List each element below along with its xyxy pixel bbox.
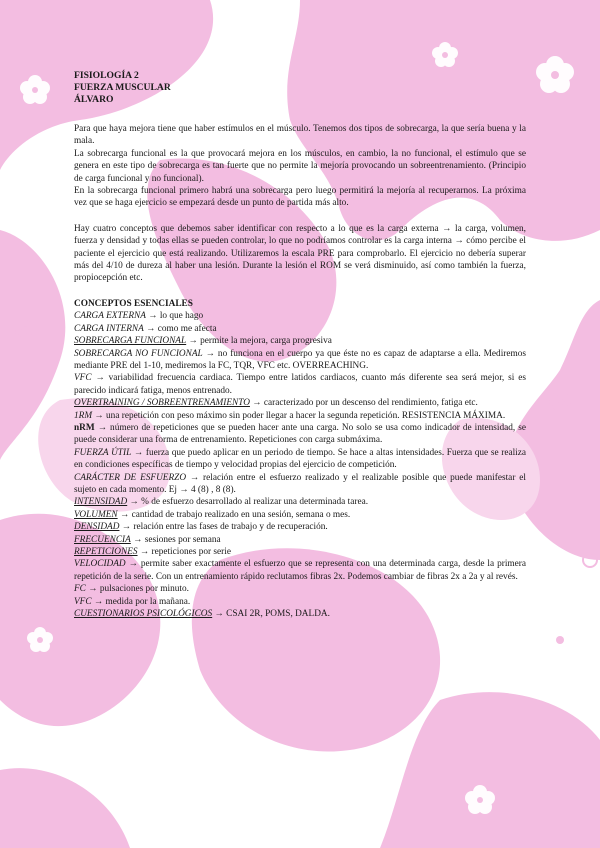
concept-definition: → una repetición con peso máximo sin poder llegar a hacer la segunda repetición. RESISTENCIA MÁXIMA. bbox=[92, 410, 506, 421]
concepts-title: CONCEPTOS ESENCIALES bbox=[74, 298, 193, 309]
concept-term: SOBRECARGA FUNCIONAL bbox=[74, 336, 187, 347]
concept-definition: → pulsaciones por minuto. bbox=[85, 584, 189, 595]
concept-definition: → medida por la mañana. bbox=[91, 596, 191, 607]
concept-item bbox=[74, 323, 526, 335]
concept-item bbox=[74, 447, 526, 472]
concept-item bbox=[74, 608, 526, 620]
concept-definition: → fuerza que puedo aplicar en un periodo de tiempo. Se hace a altas intensidades. Fuerza que se realiza en condiciones específicas de tiempo y velocidad propias del ejercicio de competición. bbox=[74, 447, 526, 471]
concept-definition: → CSAI 2R, POMS, DALDA. bbox=[212, 609, 330, 620]
concept-term: INTENSIDAD bbox=[74, 497, 128, 508]
concept-item bbox=[74, 583, 526, 595]
concept-item bbox=[74, 348, 526, 373]
concept-term: FC bbox=[74, 584, 86, 595]
concept-item bbox=[74, 534, 526, 546]
concept-item bbox=[74, 310, 526, 322]
concept-definition: → sesiones por semana bbox=[130, 534, 221, 545]
concept-term: nRM bbox=[74, 422, 95, 433]
concept-item bbox=[74, 372, 526, 397]
doc-title: FISIOLOGÍA 2 bbox=[74, 70, 139, 81]
doc-subtitle: FUERZA MUSCULAR bbox=[74, 82, 171, 93]
concept-item bbox=[74, 410, 526, 422]
doc-author: ÁLVARO bbox=[74, 94, 114, 105]
concept-term: FRECUENCIA bbox=[74, 534, 131, 545]
concept-item bbox=[74, 558, 526, 583]
concept-item bbox=[74, 509, 526, 521]
concept-item bbox=[74, 472, 526, 497]
concept-term: SOBRECARGA NO FUNCIONAL bbox=[74, 348, 203, 359]
concept-term: FUERZA ÚTIL bbox=[74, 447, 132, 458]
concept-definition: → repeticiones por serie bbox=[137, 547, 231, 557]
concept-term: 1RM bbox=[74, 410, 93, 421]
concept-definition: → relación entre el esfuerzo realizado y el realizable posible que puede manifestar el sujeto en cada momento. Ej → 4 (8) , 8 (8). bbox=[74, 472, 526, 495]
concept-term: DENSIDAD bbox=[74, 522, 120, 533]
concept-term: CUESTIONARIOS PSICOLÓGICOS bbox=[74, 609, 213, 620]
concepts-list bbox=[74, 310, 526, 620]
concept-item bbox=[74, 422, 526, 447]
concept-definition: → cantidad de trabajo realizado en una sesión, semana o mes. bbox=[117, 509, 351, 520]
concept-item bbox=[74, 596, 526, 608]
concept-definition: → como me afecta bbox=[143, 323, 217, 334]
document-page bbox=[74, 70, 526, 620]
concept-term: REPETICIONES bbox=[74, 547, 138, 557]
paragraph-carga: Hay cuatro conceptos que debemos saber identificar con respecto a lo que es la carga externa → la carga, volumen, fuerza y densidad y todas ellas se pueden controlar, lo que no podríamos controlar es la carga interna → cómo percibe el paciente el ejercicio que está realizando. Utilizaremos la escala PRE para comprobarlo. El ejercicio no debería superar más del 4/10 de dureza al haber una lesión. Durante la lesión el ROM se verá disminuido, así como también la fuerza, propiocepción etc. bbox=[74, 223, 526, 284]
concept-term: CARÁCTER DE ESFUERZO bbox=[74, 472, 187, 483]
intro-paragraph-1: Para que haya mejora tiene que haber estímulos en el músculo. Tenemos dos tipos de sobrecarga, la que sería buena y la mala. bbox=[74, 124, 526, 147]
concept-definition: → variabilidad frecuencia cardiaca. Tiempo entre latidos cardiacos, cuanto más diferente sea será mejor, si es parecido indicará fatiga, menos entrenado. bbox=[74, 373, 526, 396]
concept-item bbox=[74, 496, 526, 508]
concept-term: CARGA EXTERNA bbox=[74, 311, 146, 322]
intro-paragraph-2: La sobrecarga funcional es la que provocará mejora en los músculos, en cambio, la no funcional, el estímulo que se genera en este tipo de sobrecarga es tan fuerte que no permite la mejoría provocando un sobreentrenamiento. (Principio de carga funcional y no funcional). bbox=[74, 148, 526, 184]
concept-definition: → permite saber exactamente el esfuerzo que se representa con una determinada carga, desde la primera repetición de la serie. Con un entrenamiento rápido reclutamos fibras 2x. Podemos cambiar de fibras 2x a 2a y al revés. bbox=[74, 559, 526, 582]
concept-item bbox=[74, 397, 526, 409]
concept-term: OVERTRAINING / SOBREENTRENAMIENTO bbox=[74, 398, 250, 409]
concept-definition: → lo que hago bbox=[145, 311, 204, 322]
concept-term: VOLUMEN bbox=[74, 509, 118, 520]
concept-definition: → caracterizado por un descenso del rendimiento, fatiga etc. bbox=[249, 398, 478, 409]
concept-definition: → permite la mejora, carga progresiva bbox=[186, 336, 332, 347]
concept-term: VFC bbox=[74, 373, 92, 384]
concept-definition: → % de esfuerzo desarrollado al realizar una determinada tarea. bbox=[127, 497, 369, 508]
intro-paragraph-3: En la sobrecarga funcional primero habrá una sobrecarga pero luego permitirá la mejoría al recuperarnos. La próxima vez que se haga ejercicio se empezará desde un punto de partida más alto. bbox=[74, 186, 526, 209]
concept-term: CARGA INTERNA bbox=[74, 323, 144, 334]
concept-term: VELOCIDAD bbox=[74, 559, 126, 570]
concept-definition: → relación entre las fases de trabajo y de recuperación. bbox=[119, 522, 328, 533]
concept-term: VFC bbox=[74, 596, 92, 607]
concept-item bbox=[74, 335, 526, 347]
concept-item bbox=[74, 546, 526, 558]
concept-item bbox=[74, 521, 526, 533]
concept-definition: → número de repeticiones que se pueden hacer ante una carga. No solo se usa como indicador de intensidad, se puede considerar una forma de entrenamiento. Repeticiones con carga submáxima. bbox=[74, 422, 526, 446]
concept-definition: → no funciona en el cuerpo ya que éste no es capaz de adaptarse a ella. Mediremos mediante PRE del 1-10, mediremos la FC, TQR, VFC etc. OVERREACHING. bbox=[74, 348, 526, 371]
